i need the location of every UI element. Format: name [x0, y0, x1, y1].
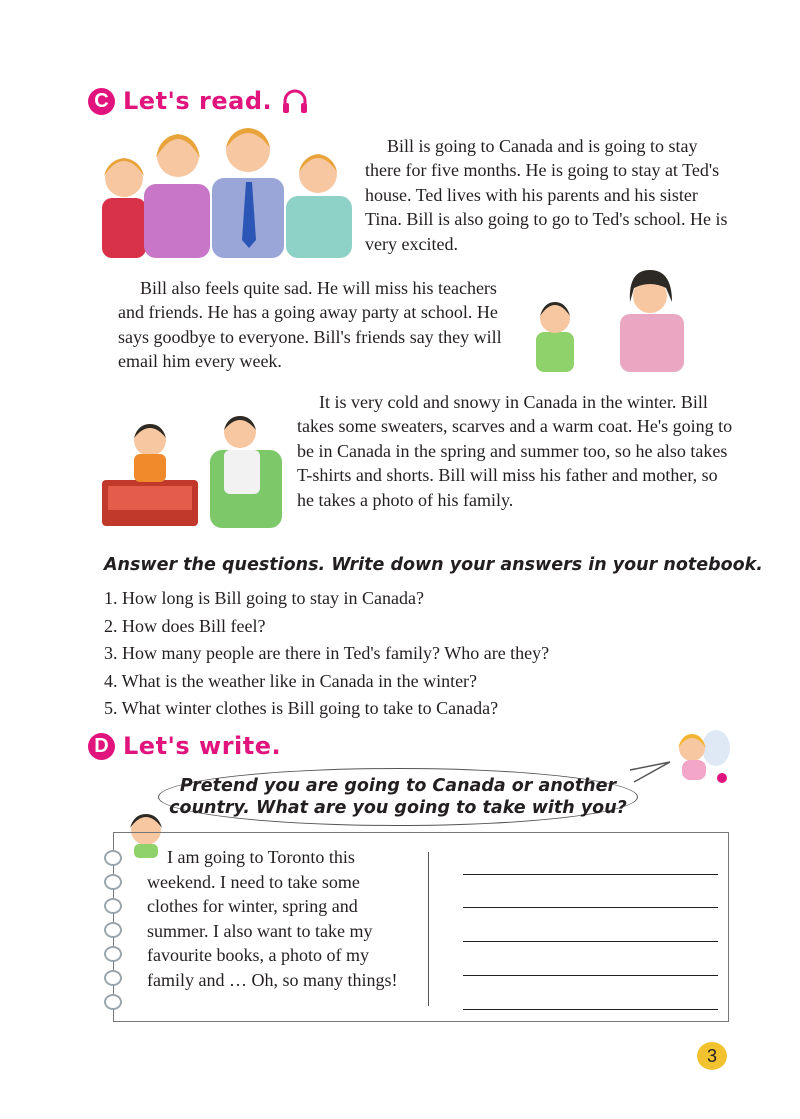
question-item: 4. What is the weather like in Canada in the winter? — [104, 670, 478, 691]
question-item: 1. How long is Bill going to stay in Canada? — [104, 588, 424, 608]
angel-illustration — [662, 726, 732, 792]
reading-paragraph-1 — [365, 134, 733, 256]
ring-icon — [104, 970, 122, 986]
friends-illustration — [530, 266, 700, 376]
writing-divider — [428, 852, 429, 1006]
headphones-icon[interactable] — [280, 86, 310, 116]
ring-icon — [104, 922, 122, 938]
paragraph-1-text: Bill is going to Canada and is going to stay there for five months. He is going to stay at Ted's house. Ted lives with his parents and his sister Tina. Bill is also going to go to Ted's school. He is very excited. — [365, 136, 728, 254]
note-text: I am going to Toronto this weekend. I need to take some clothes for winter, spring and summer. I also want to take my favourite books, a photo of my family and … Oh, so many things! — [147, 847, 398, 990]
section-c-badge: C — [88, 88, 115, 115]
question-list — [104, 585, 549, 723]
packing-illustration — [100, 410, 290, 532]
note-paragraph — [147, 845, 412, 992]
section-d-header — [88, 732, 281, 760]
prompt-speech-bubble — [158, 768, 638, 826]
question-item: 2. How does Bill feel? — [104, 615, 266, 636]
answer-line[interactable] — [463, 907, 718, 908]
ring-icon — [104, 850, 122, 866]
question-item: 5. What winter clothes is Bill going to take to Canada? — [104, 698, 499, 718]
prompt-line-1: Pretend you are going to Canada or another — [179, 776, 617, 796]
paragraph-2-text: Bill also feels quite sad. He will miss his teachers and friends. He has a going away party at school. He says goodbye to everyone. Bill's friends say they will email him every week. — [118, 278, 502, 372]
prompt-line-2: country. What are you going to take with you? — [169, 798, 627, 818]
section-d-title: Let's write. — [123, 732, 282, 760]
reading-paragraph-3 — [297, 390, 737, 512]
section-c-title: Let's read. — [123, 87, 273, 115]
page-number: 3 — [697, 1042, 727, 1070]
answer-line[interactable] — [463, 941, 718, 942]
section-d-badge: D — [88, 733, 115, 760]
bubble-tail — [628, 760, 672, 788]
answer-line[interactable] — [463, 874, 718, 875]
reading-paragraph-2 — [118, 276, 518, 374]
ring-icon — [104, 994, 122, 1010]
answer-instruction: Answer the questions. Write down your answers in your notebook. — [104, 555, 763, 575]
ring-icon — [104, 874, 122, 890]
answer-line[interactable] — [463, 1009, 718, 1010]
ring-icon — [104, 946, 122, 962]
family-illustration — [100, 120, 356, 258]
paragraph-3-text: It is very cold and snowy in Canada in the winter. Bill takes some sweaters, scarves and a warm coat. He's going to be in Canada in the spring and summer too, so he also takes T-shirts and shorts. Bill will miss his father and mother, so he takes a photo of his family. — [297, 392, 733, 510]
answer-line[interactable] — [463, 975, 718, 976]
question-item: 3. How many people are there in Ted's family? Who are they? — [104, 643, 550, 663]
section-c-header — [88, 86, 310, 116]
answer-lines[interactable] — [463, 874, 718, 1014]
ring-icon — [104, 898, 122, 914]
